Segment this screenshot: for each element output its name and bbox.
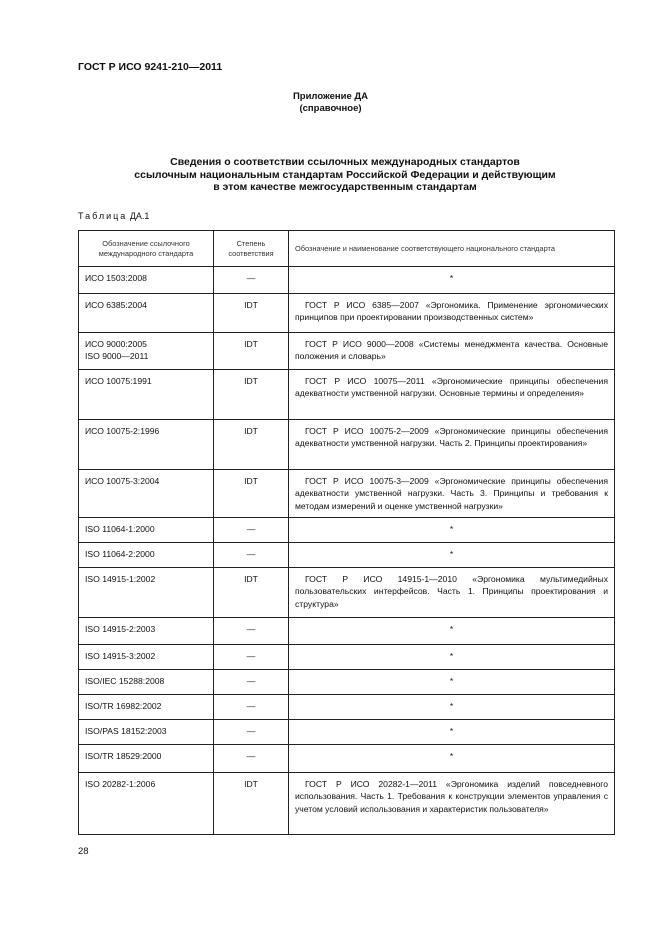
- national-standard-cell: *: [289, 695, 615, 720]
- title-line: в этом качестве межгосударственным стандартам: [213, 181, 477, 193]
- annex-note: (справочное): [299, 103, 362, 114]
- section-title: [0, 156, 661, 194]
- degree-cell: —: [214, 720, 289, 745]
- col-header-ref: Обозначение ссылочного международного стандарта: [79, 231, 214, 267]
- table-row: [79, 294, 615, 333]
- ref-cell: ИСО 9000:2005 ISO 9000—2011: [79, 333, 214, 370]
- ref-cell: ISO 20282-1:2006: [79, 773, 214, 835]
- table-header-row: [79, 231, 615, 267]
- standards-table: [78, 230, 615, 835]
- degree-cell: IDT: [214, 294, 289, 333]
- degree-cell: —: [214, 518, 289, 543]
- table-label-number: ДА.1: [129, 211, 150, 221]
- national-standard-cell: *: [289, 267, 615, 294]
- national-standard-cell: ГОСТ Р ИСО 10075-3—2009 «Эргономические принципы обеспечения адекватности умственной нагрузки. Часть 3. Принципы и требования к методам измерений и оценке умственной нагрузки»: [289, 470, 615, 518]
- degree-cell: IDT: [214, 568, 289, 618]
- col-header-national: Обозначение и наименование соответствующего национального стандарта: [289, 231, 615, 267]
- table-row: [79, 420, 615, 470]
- ref-cell: ISO 14915-3:2002: [79, 645, 214, 670]
- degree-cell: IDT: [214, 470, 289, 518]
- degree-cell: —: [214, 618, 289, 645]
- ref-cell: ИСО 10075-2:1996: [79, 420, 214, 470]
- national-standard-cell: ГОСТ Р ИСО 14915-1—2010 «Эргономика мультимедийных пользовательских интерфейсов. Часть 1. Принципы проектирования и структура»: [289, 568, 615, 618]
- ref-cell: ISO 11064-2:2000: [79, 543, 214, 568]
- table-label: [78, 211, 149, 221]
- ref-cell: ИСО 10075-3:2004: [79, 470, 214, 518]
- degree-cell: —: [214, 670, 289, 695]
- national-standard-cell: ГОСТ Р ИСО 9000—2008 «Системы менеджмента качества. Основные положения и словарь»: [289, 333, 615, 370]
- national-standard-cell: ГОСТ Р ИСО 10075-2—2009 «Эргономические принципы обеспечения адекватности умственной нагрузки. Часть 2. Принципы проектирования»: [289, 420, 615, 470]
- national-standard-cell: *: [289, 645, 615, 670]
- table-row: [79, 645, 615, 670]
- ref-cell: ISO 14915-2:2003: [79, 618, 214, 645]
- national-standard-cell: *: [289, 618, 615, 645]
- ref-cell: ISO/TR 16982:2002: [79, 695, 214, 720]
- table-row: [79, 267, 615, 294]
- table-label-word: Таблица: [78, 211, 128, 221]
- national-standard-cell: *: [289, 745, 615, 773]
- title-line: Сведения о соответствии ссылочных международных стандартов: [170, 156, 520, 168]
- ref-cell: ISO 14915-1:2002: [79, 568, 214, 618]
- national-standard-cell: *: [289, 543, 615, 568]
- table-row: [79, 745, 615, 773]
- ref-cell: ИСО 6385:2004: [79, 294, 214, 333]
- national-standard-cell: ГОСТ Р ИСО 10075—2011 «Эргономические принципы обеспечения адекватности умственной нагрузки. Основные термины и определения»: [289, 370, 615, 420]
- ref-cell: ИСО 10075:1991: [79, 370, 214, 420]
- ref-cell: ISO/PAS 18152:2003: [79, 720, 214, 745]
- national-standard-cell: ГОСТ Р ИСО 6385—2007 «Эргономика. Применение эргономических принципов при проектировании производственных систем»: [289, 294, 615, 333]
- annex-heading: [0, 91, 661, 115]
- national-standard-cell: *: [289, 720, 615, 745]
- table-row: [79, 543, 615, 568]
- document-header: ГОСТ Р ИСО 9241-210—2011: [78, 61, 223, 73]
- col-header-degree: Степень соответствия: [214, 231, 289, 267]
- ref-cell: ISO/IEC 15288:2008: [79, 670, 214, 695]
- table-row: [79, 518, 615, 543]
- table-row: [79, 568, 615, 618]
- table-row: [79, 333, 615, 370]
- national-standard-cell: ГОСТ Р ИСО 20282-1—2011 «Эргономика изделий повседневного использования. Часть 1. Требования к конструкции элементов управления с учетом условий использования и характеристик пользователя»: [289, 773, 615, 835]
- degree-cell: IDT: [214, 773, 289, 835]
- table-row: [79, 618, 615, 645]
- degree-cell: —: [214, 267, 289, 294]
- degree-cell: IDT: [214, 333, 289, 370]
- ref-cell: ISO/TR 18529:2000: [79, 745, 214, 773]
- annex-title: Приложение ДА: [292, 91, 369, 102]
- table-row: [79, 773, 615, 835]
- national-standard-cell: *: [289, 670, 615, 695]
- ref-cell: ISO 11064-1:2000: [79, 518, 214, 543]
- degree-cell: —: [214, 645, 289, 670]
- table-row: [79, 695, 615, 720]
- ref-cell: ИСО 1503:2008: [79, 267, 214, 294]
- table-row: [79, 470, 615, 518]
- degree-cell: IDT: [214, 370, 289, 420]
- degree-cell: —: [214, 745, 289, 773]
- title-line: ссылочным национальным стандартам Российской Федерации и действующим: [134, 168, 556, 181]
- degree-cell: —: [214, 695, 289, 720]
- degree-cell: —: [214, 543, 289, 568]
- table-row: [79, 670, 615, 695]
- degree-cell: IDT: [214, 420, 289, 470]
- table-row: [79, 370, 615, 420]
- table-row: [79, 720, 615, 745]
- page-number: 28: [78, 846, 89, 857]
- national-standard-cell: *: [289, 518, 615, 543]
